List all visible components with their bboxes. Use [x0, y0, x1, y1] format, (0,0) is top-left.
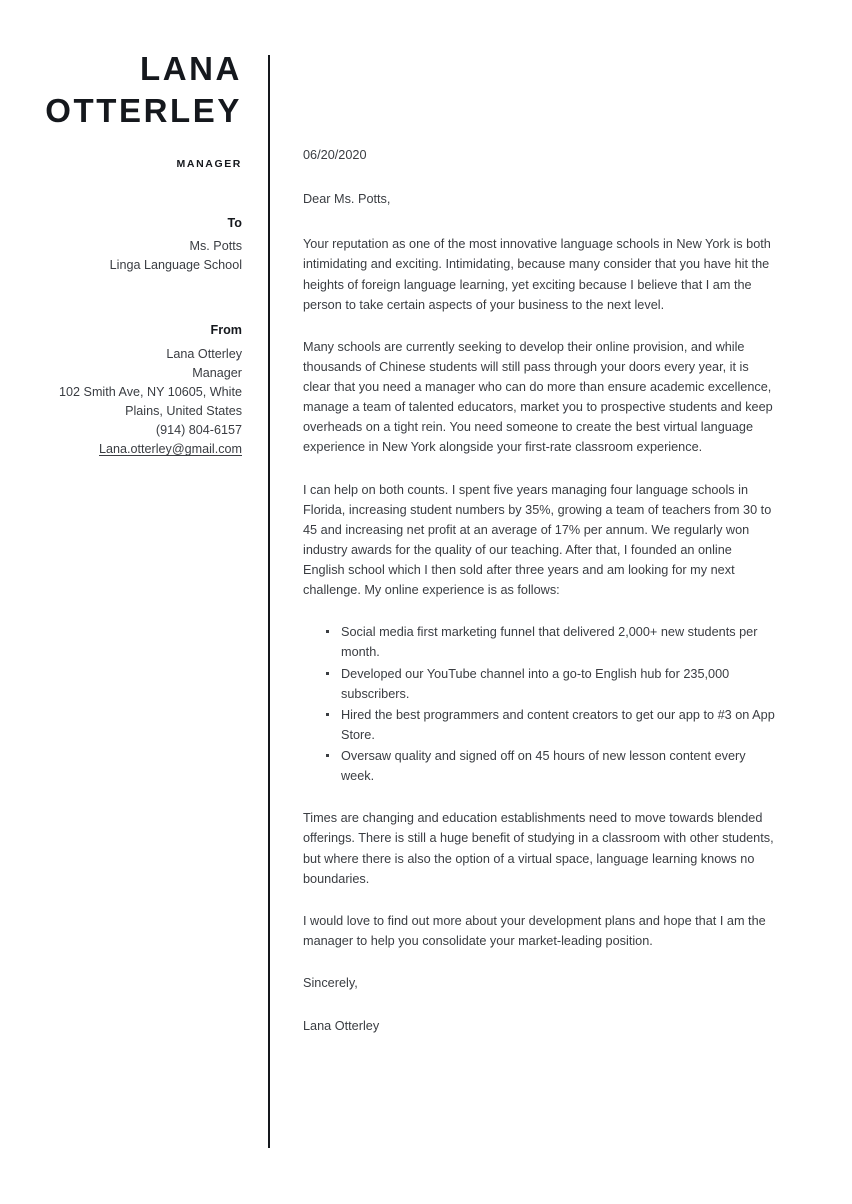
recipient-block [40, 214, 242, 275]
closing-salutation: Sincerely, [303, 976, 358, 990]
achievements-list [303, 622, 776, 786]
letter-date: 06/20/2020 [303, 148, 367, 162]
recipient-organization: Linga Language School [109, 258, 242, 273]
sender-phone: (914) 804-6157 [155, 423, 242, 438]
sender-address-line-1: 102 Smith Ave, NY 10605, White [59, 384, 242, 399]
sidebar [40, 52, 242, 459]
list-item: Developed our YouTube channel into a go-to English hub for 235,000 subscribers. [325, 664, 776, 704]
paragraph-2: Many schools are currently seeking to develop their online provision, and while thousands of Chinese students will still pass through your doors every year, it is clear that you need a manager who can do more than ensure academic excellence, manage a team of talented educators, market you to prospective students and keep overheads on a tight rein. You need someone to create the best virtual language experience in New York alongside your first-rate classroom experience. [303, 339, 773, 455]
salutation: Dear Ms. Potts, [303, 192, 391, 207]
list-item: Social media first marketing funnel that delivered 2,000+ new students per month. [325, 622, 776, 662]
list-item: Hired the best programmers and content creators to get our app to #3 on App Store. [325, 705, 776, 745]
paragraph-4: Times are changing and education establishments need to move towards blended offerings. There is still a huge benefit of studying in a classroom with other students, but where there is also the option of a virtual space, language learning knows no boundaries. [303, 811, 774, 886]
sender-job-title: Manager [192, 365, 242, 380]
sender-heading: From [210, 323, 242, 338]
sender-name: Lana Otterley [166, 346, 242, 361]
recipient-heading: To [227, 216, 242, 230]
last-name: OTTERLEY [45, 92, 242, 129]
signature-name: Lana Otterley [303, 1019, 380, 1034]
list-item: Oversaw quality and signed off on 45 hours of new lesson content every week. [325, 746, 776, 786]
first-name: LANA [139, 50, 242, 87]
paragraph-3: I can help on both counts. I spent five years managing four language schools in Florida, increasing student numbers by 35%, growing a team of teachers from 30 to 45 and increasing net profit at an average of 17% per annum. We regularly won industry awards for the quality of our teaching. After that, I founded an online English school which I then sold after three years and am looking for my next challenge. My online experience is as follows: [303, 482, 772, 598]
vertical-divider [268, 55, 270, 1148]
job-title: MANAGER [176, 158, 242, 170]
sender-email-link[interactable]: Lana.otterley@gmail.com [99, 442, 242, 457]
letter-body [303, 145, 776, 1036]
sender-address-line-2: Plains, United States [125, 403, 242, 418]
sender-block [40, 321, 242, 459]
applicant-name [40, 52, 242, 127]
paragraph-1: Your reputation as one of the most innovative language schools in New York is both intimidating and exciting. Intimidating, because many consider that you have hit the heights of foreign language learning, yet exciting because I believe that I am the person to take certain aspects of your business to the next level. [303, 237, 771, 312]
paragraph-5: I would love to find out more about your development plans and hope that I am the manager to help you consolidate your market-leading position. [303, 913, 766, 948]
recipient-name: Ms. Potts [189, 239, 242, 254]
